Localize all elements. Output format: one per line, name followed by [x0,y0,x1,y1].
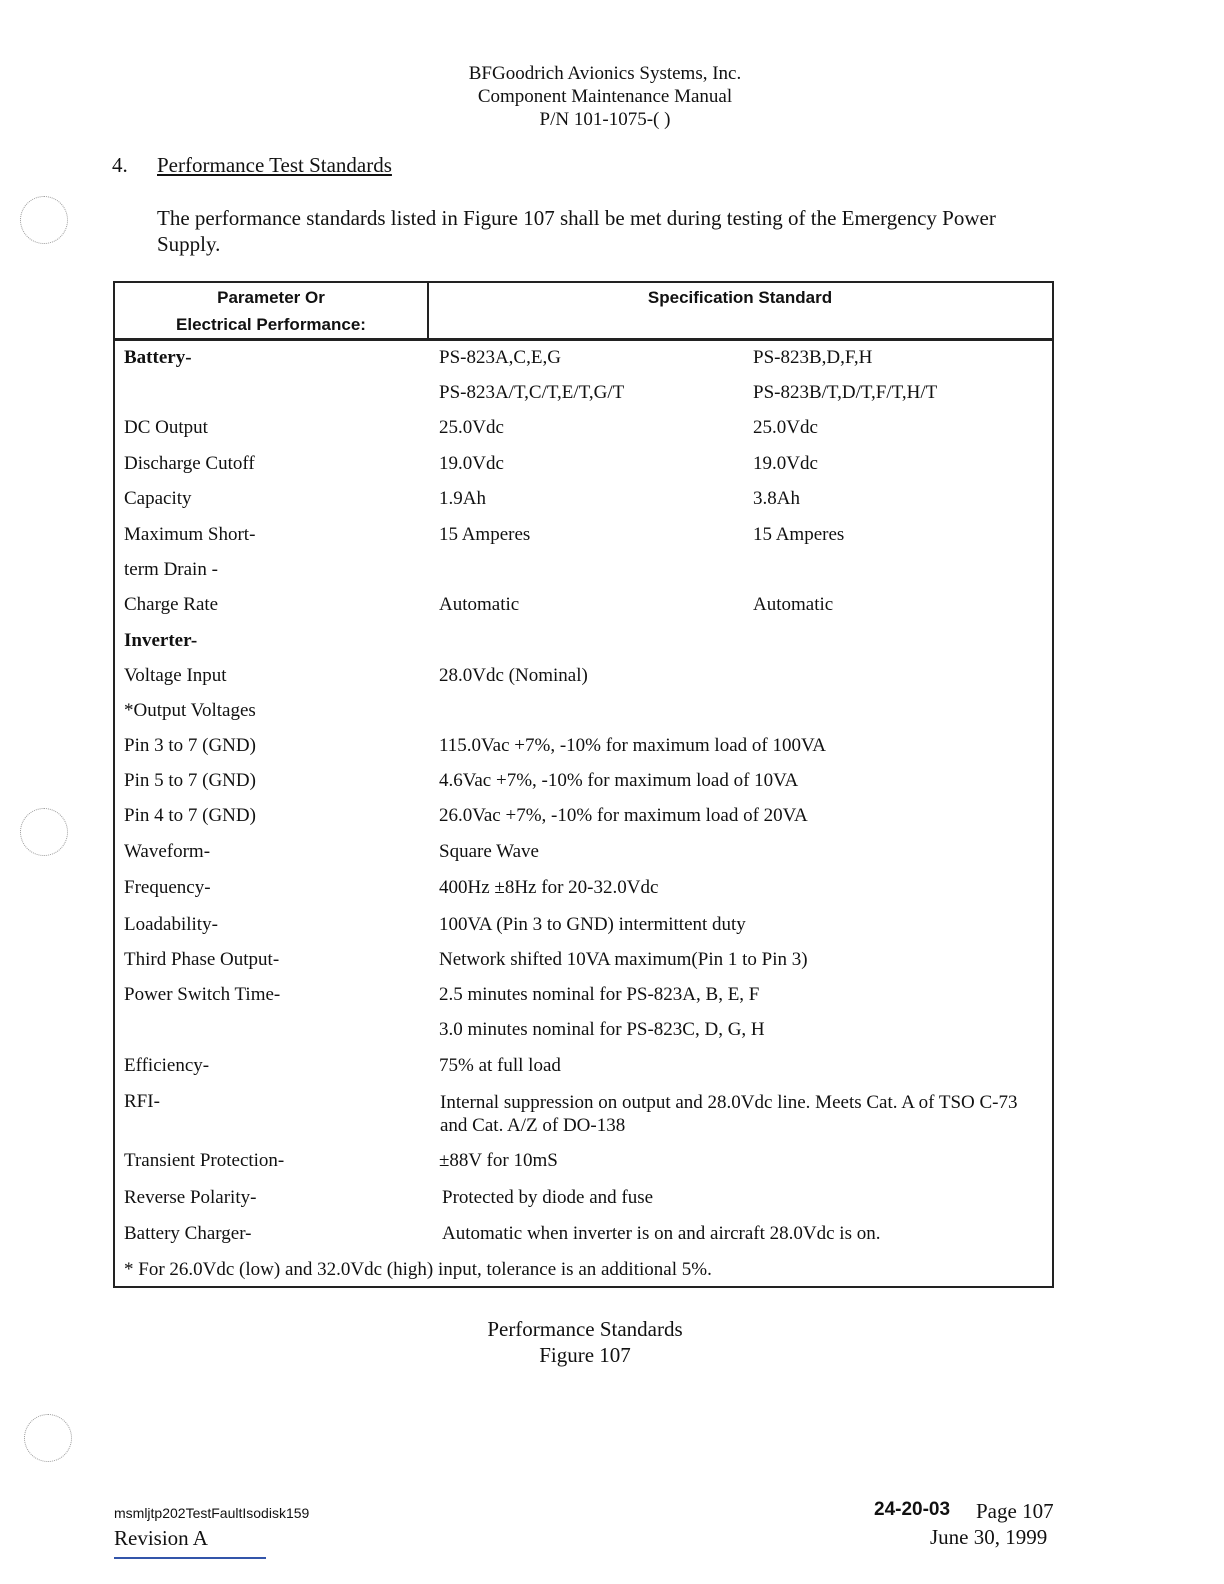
document-header [0,62,1210,131]
header-parameter-line2: Electrical Performance: [176,315,366,334]
footer-date: June 30, 1999 [930,1525,1048,1549]
short-term-drain-b: 15 Amperes [753,524,845,545]
loadability-label: Loadability- [124,914,218,935]
capacity-label: Capacity [124,488,192,509]
power-switch-time-label: Power Switch Time- [124,984,281,1005]
voltage-input-value: 28.0Vdc (Nominal) [439,665,588,686]
charge-rate-label: Charge Rate [124,594,219,615]
figure-title: Performance Standards [487,1317,683,1341]
section-number: 4. [112,153,128,177]
output-voltages-label: *Output Voltages [124,700,256,721]
third-phase-label: Third Phase Output- [124,949,280,970]
footer-page: Page 107 [976,1499,1054,1523]
rfi-value: Internal suppression on output and 28.0Vdc line. Meets Cat. A of TSO C-73 and Cat. A/Z of DO-138 [440,1092,1018,1136]
capacity-a: 1.9Ah [439,488,486,509]
table-header-specification: Specification Standard [647,288,833,307]
footer-chapter: 24-20-03 [874,1499,951,1520]
inverter-label: Inverter- [124,630,198,651]
dc-output-a: 25.0Vdc [439,417,504,438]
pin4-value: 26.0Vac +7%, -10% for maximum load of 20VA [439,805,808,826]
battery-label: Battery- [124,347,192,368]
footer-revision: Revision A [114,1526,208,1550]
transient-protection-value: ±88V for 10mS [439,1150,558,1171]
waveform-label: Waveform- [124,841,211,862]
discharge-cutoff-label: Discharge Cutoff [124,453,255,474]
battery-model-b: PS-823B,D,F,H [753,347,873,368]
capacity-b: 3.8Ah [753,488,800,509]
waveform-value: Square Wave [439,841,539,862]
footer-filename: msmljtp202TestFaultIsodisk159 [114,1505,310,1521]
battery-charger-value: Automatic when inverter is on and aircraft 28.0Vdc is on. [442,1223,881,1244]
short-term-drain-label-1: Maximum Short- [124,524,256,545]
battery-charger-label: Battery Charger- [124,1223,252,1244]
dc-output-b: 25.0Vdc [753,417,818,438]
dc-output-label: DC Output [124,417,208,438]
pin3-label: Pin 3 to 7 (GND) [124,735,256,756]
punch-hole-bottom [24,1414,72,1462]
battery-model-b-t: PS-823B/T,D/T,F/T,H/T [753,382,938,403]
efficiency-label: Efficiency- [124,1055,210,1076]
charge-rate-a: Automatic [439,594,520,615]
header-parameter-line1: Parameter Or [217,288,325,307]
loadability-value: 100VA (Pin 3 to GND) intermittent duty [439,914,746,935]
punch-hole-middle [20,808,68,856]
part-number: P/N 101-1075-( ) [539,109,671,130]
battery-model-a: PS-823A,C,E,G [439,347,561,368]
pin5-label: Pin 5 to 7 (GND) [124,770,256,791]
rfi-label: RFI- [124,1091,160,1112]
manual-title: Component Maintenance Manual [477,86,733,107]
power-switch-time-value-2: 3.0 minutes nominal for PS-823C, D, G, H [439,1019,765,1040]
punch-hole-top [20,196,68,244]
discharge-cutoff-a: 19.0Vdc [439,453,504,474]
section-intro: The performance standards listed in Figure 107 shall be met during testing of the Emergency Power Supply. [157,206,996,256]
frequency-value: 400Hz ±8Hz for 20-32.0Vdc [439,877,659,898]
table-header-divider [113,338,1054,341]
table-footnote: * For 26.0Vdc (low) and 32.0Vdc (high) input, tolerance is an additional 5%. [124,1259,712,1280]
third-phase-value: Network shifted 10VA maximum(Pin 1 to Pin 3) [439,949,808,970]
battery-model-a-t: PS-823A/T,C/T,E/T,G/T [439,382,625,403]
reverse-polarity-label: Reverse Polarity- [124,1187,257,1208]
figure-number: Figure 107 [539,1343,631,1367]
footer-underline [114,1557,266,1559]
pin3-value: 115.0Vac +7%, -10% for maximum load of 100VA [439,735,826,756]
section-title: Performance Test Standards [157,153,392,177]
charge-rate-b: Automatic [753,594,834,615]
table-header-parameter [115,284,427,338]
short-term-drain-label-2: term Drain - [124,559,218,580]
figure-caption [0,1316,1170,1368]
transient-protection-label: Transient Protection- [124,1150,285,1171]
company-name: BFGoodrich Avionics Systems, Inc. [468,63,742,84]
voltage-input-label: Voltage Input [124,665,227,686]
pin4-label: Pin 4 to 7 (GND) [124,805,256,826]
discharge-cutoff-b: 19.0Vdc [753,453,818,474]
short-term-drain-a: 15 Amperes [439,524,531,545]
pin5-value: 4.6Vac +7%, -10% for maximum load of 10VA [439,770,799,791]
efficiency-value: 75% at full load [439,1055,561,1076]
power-switch-time-value-1: 2.5 minutes nominal for PS-823A, B, E, F [439,984,760,1005]
reverse-polarity-value: Protected by diode and fuse [442,1187,654,1208]
frequency-label: Frequency- [124,877,211,898]
